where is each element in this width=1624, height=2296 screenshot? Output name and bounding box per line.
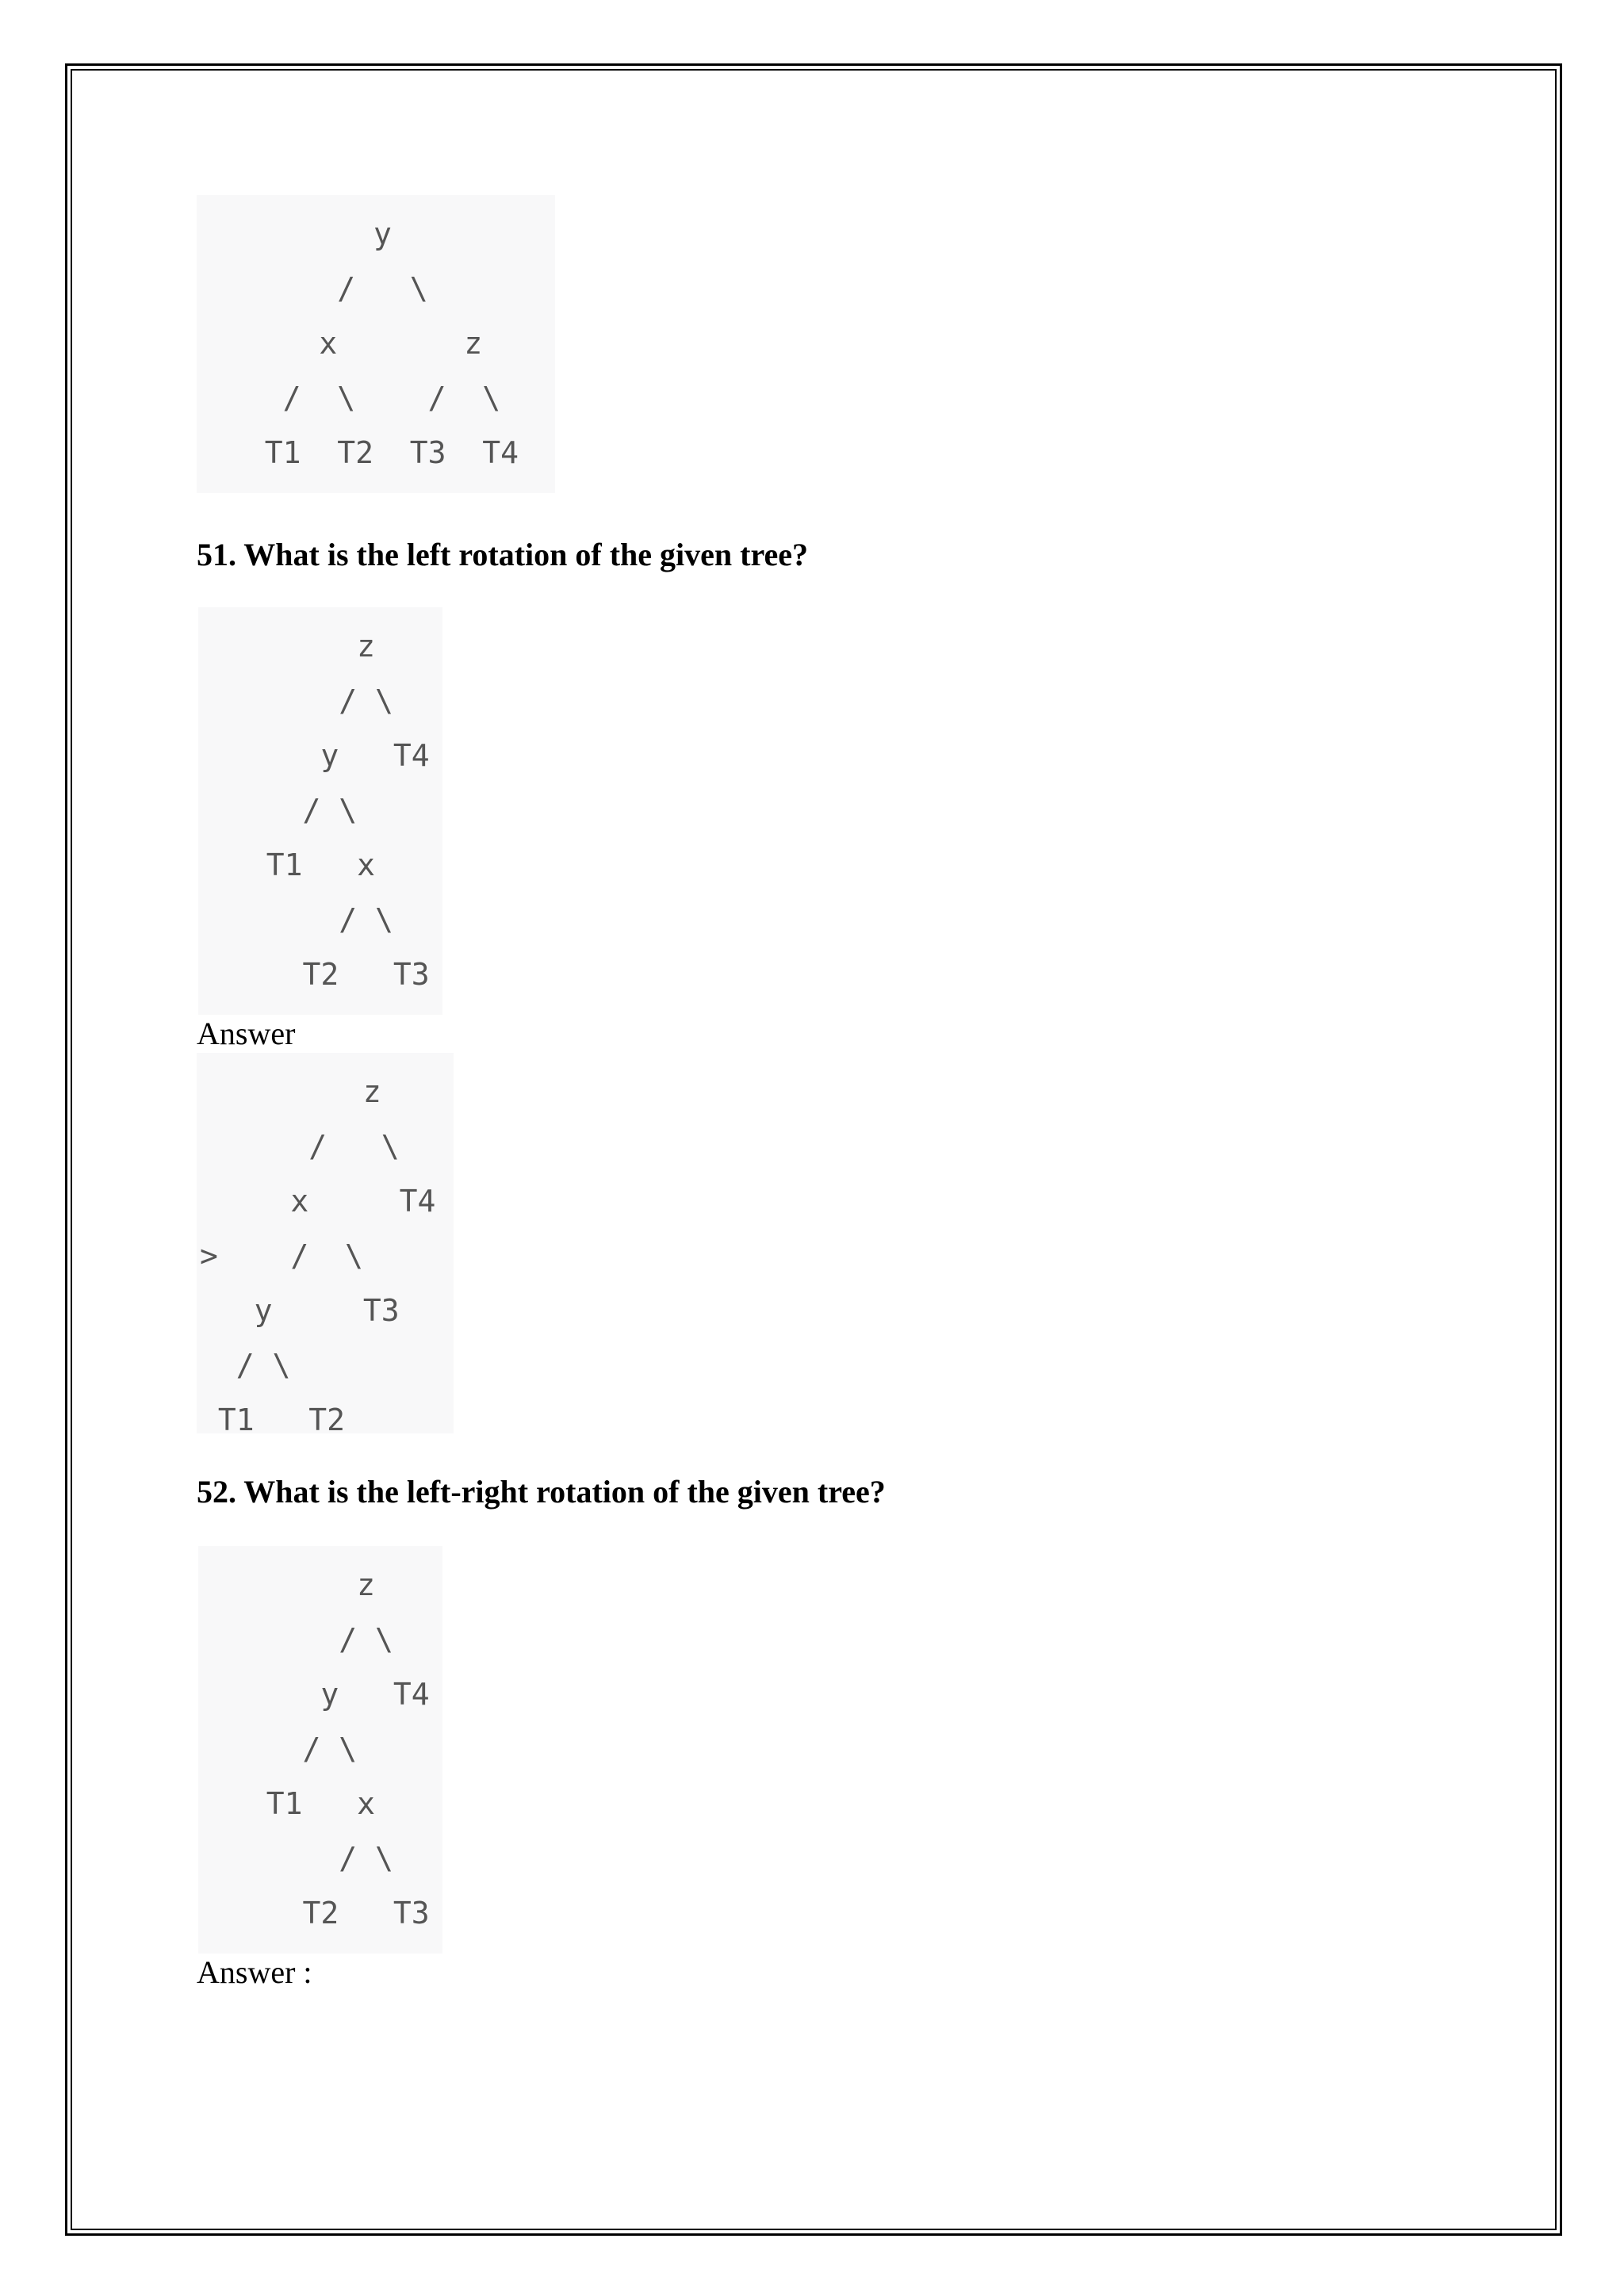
q51-answer-code-block xyxy=(197,1053,454,1437)
q52-answer-label: Answer : xyxy=(197,1954,312,1990)
tree-code-block xyxy=(197,195,555,493)
q51-answer-label: Answer xyxy=(197,1016,296,1051)
question-51: 51. What is the left rotation of the given tree? xyxy=(197,537,808,572)
question-52: 52. What is the left-right rotation of the given tree? xyxy=(197,1474,886,1510)
q51-tree-code-block xyxy=(198,607,442,1015)
q52-tree-ascii: z / \ y T4 / \ T1 x / \ T2 T3 xyxy=(266,1567,430,1931)
tree-ascii: y / \ x z / \ / \ T1 T2 T3 T4 xyxy=(264,216,519,470)
q51-answer-tree-ascii: z / \ x T4 > / \ y T3 / \ T1 T2 xyxy=(200,1074,436,1437)
q52-tree-code-block xyxy=(198,1546,442,1954)
q51-tree-ascii: z / \ y T4 / \ T1 x / \ T2 T3 xyxy=(266,629,430,992)
